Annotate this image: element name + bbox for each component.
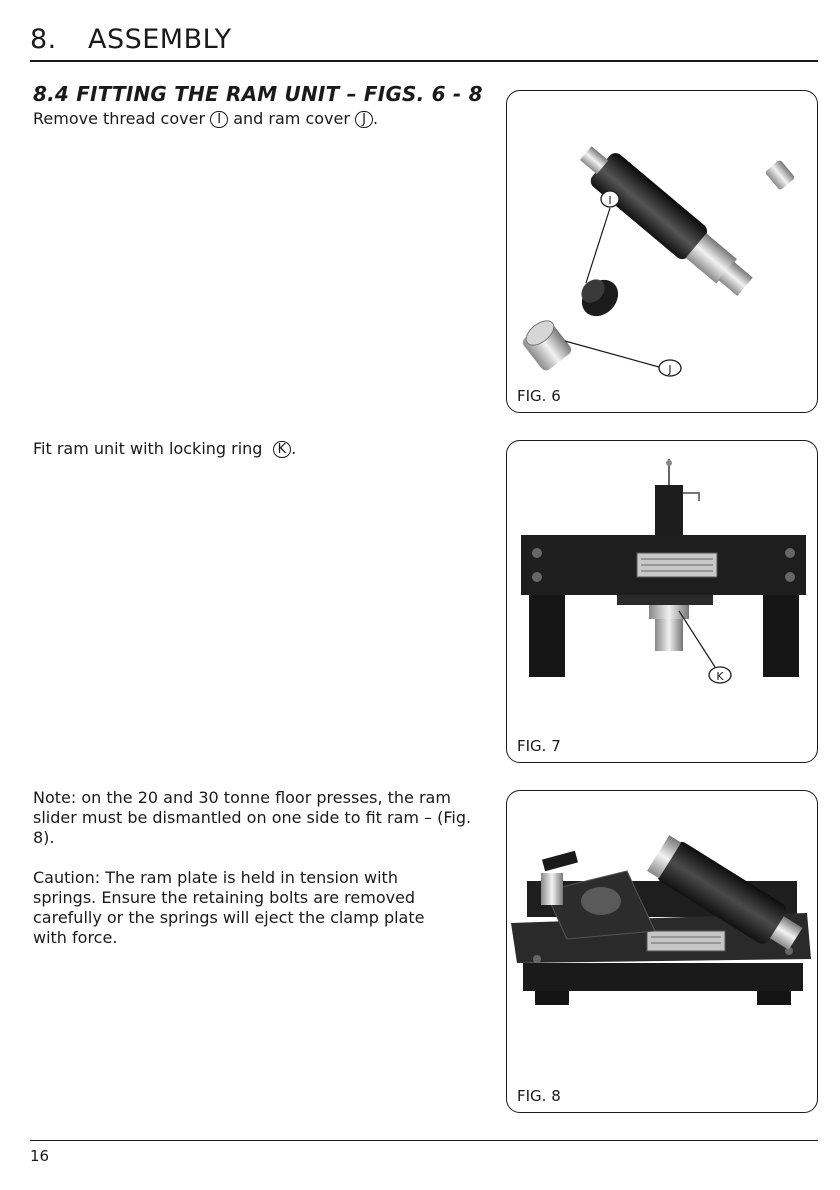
figure-caption: FIG. 8 bbox=[517, 1087, 561, 1105]
text: and ram cover bbox=[228, 109, 355, 128]
footer-divider bbox=[30, 1140, 818, 1141]
note-paragraph: Note: on the 20 and 30 tonne floor presses, the ram slider must be dismantled on one side to fit ram – (Fig. 8). bbox=[33, 788, 472, 847]
caution-paragraph: Caution: The ram plate is held in tension with springs. Ensure the retaining bolts are removed carefully or the springs will eject the clamp plate with force. bbox=[33, 868, 425, 947]
callout-j: J bbox=[668, 363, 672, 376]
figure-caption: FIG. 6 bbox=[517, 387, 561, 405]
text: Fit ram unit with locking ring bbox=[33, 439, 273, 458]
dismantled-slider-illustration bbox=[507, 791, 818, 1113]
figure-caption: FIG. 7 bbox=[517, 737, 561, 755]
press-frame-illustration bbox=[507, 441, 818, 763]
text: . bbox=[291, 439, 297, 458]
figure-7 bbox=[506, 440, 818, 763]
figure-8 bbox=[506, 790, 818, 1113]
page-header bbox=[30, 24, 818, 62]
instruction-remove-covers bbox=[33, 109, 473, 129]
section-title: 8.4 FITTING THE RAM UNIT – FIGS. 6 - 8 bbox=[33, 82, 483, 106]
figure-6 bbox=[506, 90, 818, 413]
chapter-title: ASSEMBLY bbox=[88, 24, 232, 55]
ram-unit-illustration bbox=[507, 91, 818, 413]
instruction-fit-ram bbox=[33, 439, 473, 459]
callout-i: I bbox=[608, 194, 612, 207]
callout-label-i: I bbox=[210, 111, 228, 128]
callout-label-j: J bbox=[355, 111, 373, 128]
chapter-number: 8. bbox=[30, 24, 57, 55]
page-number: 16 bbox=[30, 1147, 50, 1165]
text: Remove thread cover bbox=[33, 109, 211, 128]
callout-label-k: K bbox=[273, 441, 292, 458]
callout-k: K bbox=[716, 670, 724, 683]
text: . bbox=[373, 109, 379, 128]
